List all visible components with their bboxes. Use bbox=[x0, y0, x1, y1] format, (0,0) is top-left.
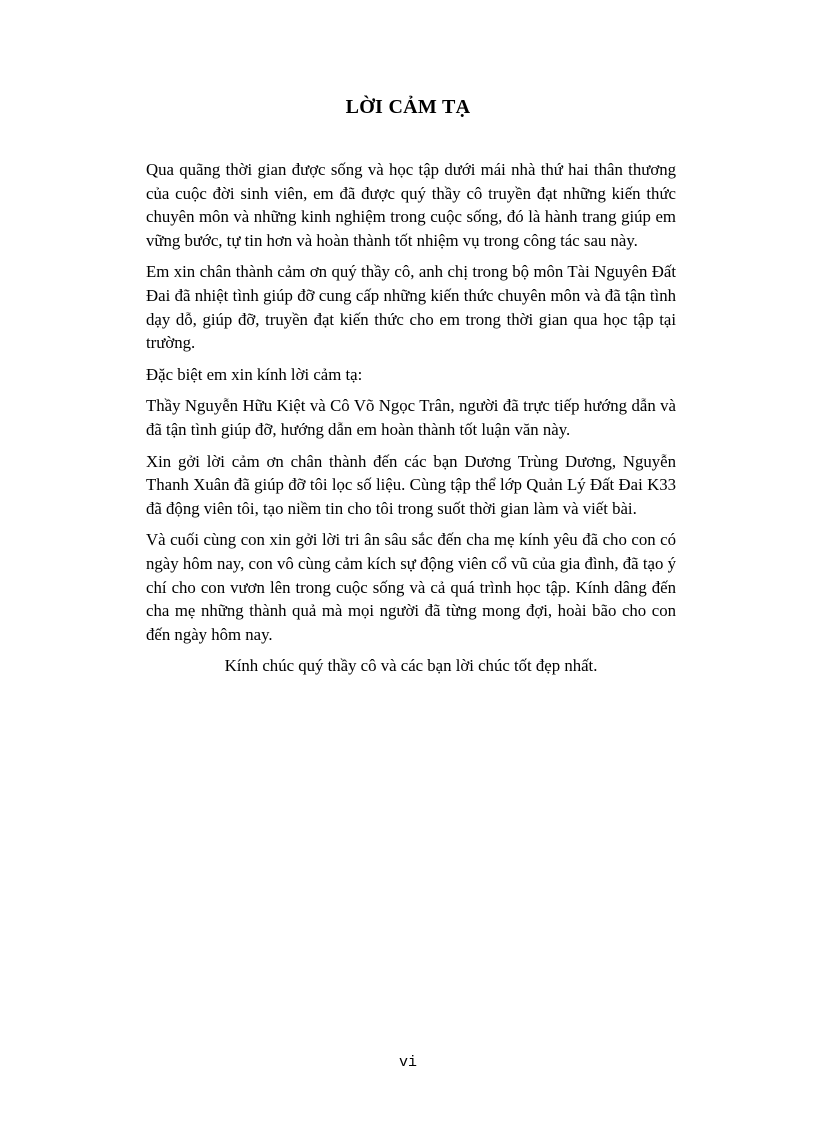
paragraph-3: Đặc biệt em xin kính lời cảm tạ: bbox=[146, 364, 363, 384]
closing-line: Kính chúc quý thầy cô và các bạn lời chúc tốt đẹp nhất. bbox=[224, 656, 598, 676]
paragraph-2: Em xin chân thành cảm ơn quý thầy cô, anh chị trong bộ môn Tài Nguyên Đất Đai đã nhiệt tình giúp đỡ cung cấp những kiến thức chuyên môn và đã tận tình dạy dỗ, giúp đỡ, truyền đạt kiến thức cho em trong thời gian qua học tập tại trường. bbox=[146, 262, 676, 353]
paragraph-5: Xin gởi lời cảm ơn chân thành đến các bạn Dương Trùng Dương, Nguyễn Thanh Xuân đã giúp đỡ tôi lọc số liệu. Cùng tập thể lớp Quản Lý Đất Đai K33 đã động viên tôi, tạo niềm tin cho tôi trong suốt thời gian làm và viết bài. bbox=[146, 451, 676, 518]
paragraph-1: Qua quãng thời gian được sống và học tập dưới mái nhà thứ hai thân thương của cuộc đời sinh viên, em đã được quý thầy cô truyền đạt những kiến thức chuyên môn và những kinh nghiệm trong cuộc sống, đó là hành trang giúp em vững bước, tự tin hơn và hoàn thành tốt nhiệm vụ trong công tác sau này. bbox=[146, 160, 676, 250]
page-number: vi bbox=[398, 1054, 417, 1071]
paragraph-4: Thầy Nguyễn Hữu Kiệt và Cô Võ Ngọc Trân, người đã trực tiếp hướng dẫn và đã tận tình giúp đỡ, hướng dẫn em hoàn thành tốt luận văn này. bbox=[146, 396, 676, 439]
paragraph-6: Và cuối cùng con xin gởi lời tri ân sâu sắc đến cha mẹ kính yêu đã cho con có ngày hôm nay, con vô cùng cảm kích sự động viên cổ vũ của gia đình, đã tạo ý chí cho con vươn lên trong cuộc sống và cả quá trình học tập. Kính dâng đến cha mẹ những thành quả mà mọi người đã từng mong đợi, hoài bão cho con đến ngày hôm nay. bbox=[146, 530, 676, 644]
acknowledgement-body bbox=[146, 158, 676, 686]
page-title: LỜI CẢM TẠ bbox=[345, 96, 471, 118]
